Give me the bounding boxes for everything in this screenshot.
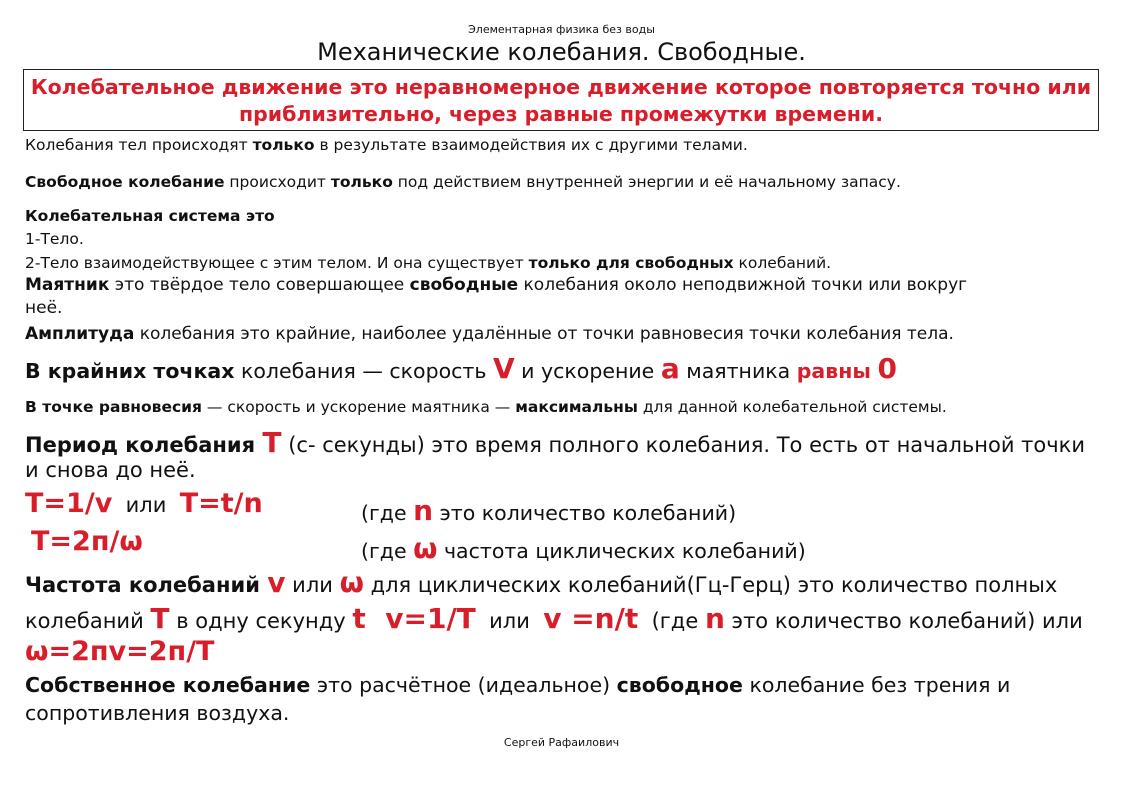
zero-value: 0 xyxy=(877,352,897,385)
period-formula-1: T=1/v или T=t/n xyxy=(25,488,263,519)
formula-omega-2pi-v: ω=2пv=2п/T xyxy=(25,636,215,667)
natural-oscillation-definition: Собственное колебание это расчётное (идеальное) свободное колебание без трения и xyxy=(25,673,1011,697)
period-definition: Период колебания T (с- секунды) это время полного колебания. То есть от начальной точки xyxy=(25,426,1085,459)
system-heading: Колебательная система это xyxy=(25,207,275,225)
frequency-formula xyxy=(25,636,214,667)
period-definition-cont: и снова до неё. xyxy=(25,458,196,482)
formula-t-t-n: T=t/n xyxy=(179,488,263,519)
frequency-definition-cont: колебаний T в одну секунду t v=1/T или v =n/t (где n это количество колебаний) или xyxy=(25,602,1083,635)
frequency-definition: Частота колебаний v или ω для циклических колебаний(Гц-Герц) это количество полных xyxy=(25,566,1058,599)
period-formula-2-note: (где ω частота циклических колебаний) xyxy=(361,532,806,565)
paragraph-free-oscillation: Свободное колебание происходит только под действием внутренней энергии и её начальному запасу. xyxy=(25,173,901,191)
formula-t-2pi-omega: T=2п/ω xyxy=(31,526,143,557)
definition-box xyxy=(23,69,1099,131)
document-title: Механические колебания. Свободные. xyxy=(317,38,806,66)
extreme-points-statement: В крайних точках колебания — скорость V и ускорение a маятника равны 0 xyxy=(25,352,897,385)
equilibrium-statement: В точке равновесия — скорость и ускорение маятника — максимальны для данной колебательной системы. xyxy=(25,398,947,416)
formula-t-1-v: T=1/v xyxy=(25,488,113,519)
period-symbol: T xyxy=(262,426,282,459)
period-formula-2 xyxy=(31,526,143,557)
definition-line-2: приблизительно, через равные промежутки времени. xyxy=(238,102,884,126)
pendulum-definition-cont: неё. xyxy=(25,298,63,318)
velocity-symbol: V xyxy=(492,352,515,385)
definition-line-1: Колебательное движение это неравномерное движение которое повторяется точно или xyxy=(30,75,1092,99)
paragraph-interaction: Колебания тел происходят только в результате взаимодействия их с другими телами. xyxy=(25,136,748,154)
period-formula-1-note: (где n это количество колебаний) xyxy=(361,494,737,527)
pendulum-definition: Маятник это твёрдое тело совершающее свободные колебания около неподвижной точки или вокруг xyxy=(25,275,968,295)
formula-v-n-t: v =n/t xyxy=(543,602,639,635)
natural-oscillation-definition-cont: сопротивления воздуха. xyxy=(25,701,290,725)
acceleration-symbol: a xyxy=(660,352,680,385)
author-footer: Сергей Рафаилович xyxy=(503,736,620,749)
system-item-2: 2-Тело взаимодействующее с этим телом. И она существует только для свободных колебаний. xyxy=(25,254,832,272)
document-supertitle: Элементарная физика без воды xyxy=(468,23,655,36)
amplitude-definition: Амплитуда колебания это крайние, наиболее удалённые от точки равновесия точки колебания тела. xyxy=(25,324,954,344)
formula-v-1-t: v=1/T xyxy=(365,602,476,635)
system-item-1: 1-Тело. xyxy=(25,230,84,248)
